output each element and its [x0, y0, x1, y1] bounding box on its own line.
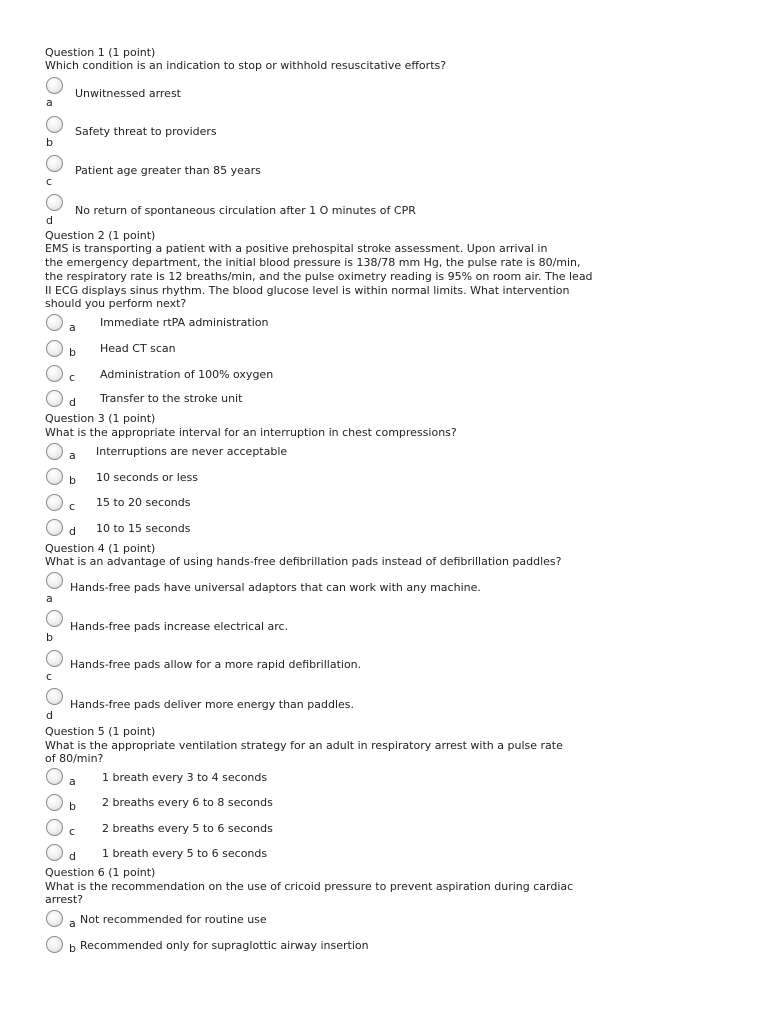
question-6-header: Question 6 (1 point)	[45, 866, 156, 879]
question-2-option-d-text[interactable]: Transfer to the stroke unit	[100, 392, 243, 405]
question-4-option-b-letter: b	[46, 631, 53, 644]
question-1-option-c-text[interactable]: Patient age greater than 85 years	[75, 164, 261, 177]
question-5-option-a-radio[interactable]	[46, 768, 63, 785]
question-1-option-d-letter: d	[46, 214, 53, 227]
question-5-option-b-radio[interactable]	[46, 794, 63, 811]
question-3-option-c-radio[interactable]	[46, 494, 63, 511]
question-3-option-a-text[interactable]: Interruptions are never acceptable	[96, 445, 288, 458]
question-6-option-b-letter: b	[69, 942, 76, 955]
question-2-header: Question 2 (1 point)	[45, 229, 156, 242]
question-6-option-b-radio[interactable]	[46, 936, 63, 953]
question-1-option-a-text[interactable]: Unwitnessed arrest	[75, 87, 181, 100]
question-2-prompt-line-5: should you perform next?	[45, 297, 187, 310]
question-4-option-c-text[interactable]: Hands-free pads allow for a more rapid defibrillation.	[70, 658, 362, 671]
question-1-option-c-radio[interactable]	[46, 155, 63, 172]
question-4-header: Question 4 (1 point)	[45, 542, 156, 555]
question-1-option-a-radio[interactable]	[46, 77, 63, 94]
question-2-option-b-letter: b	[69, 346, 76, 359]
question-3-option-c-letter: c	[69, 500, 76, 513]
question-2-prompt-line-2: the emergency department, the initial blood pressure is 138/78 mm Hg, the pulse rate is 80/min,	[45, 256, 581, 269]
question-1-option-a-letter: a	[46, 96, 53, 109]
question-3-option-a-letter: a	[69, 449, 76, 462]
question-2-option-a-letter: a	[69, 321, 76, 334]
question-2-option-d-letter: d	[69, 396, 76, 409]
question-2-prompt-line-1: EMS is transporting a patient with a positive prehospital stroke assessment. Upon arrival in	[45, 242, 548, 255]
question-5-option-c-text[interactable]: 2 breaths every 5 to 6 seconds	[102, 822, 273, 835]
question-5-option-c-radio[interactable]	[46, 819, 63, 836]
question-3-option-d-text[interactable]: 10 to 15 seconds	[96, 522, 191, 535]
question-2-prompt-line-4: II ECG displays sinus rhythm. The blood glucose level is within normal limits. What intervention	[45, 284, 570, 297]
question-4-option-c-radio[interactable]	[46, 650, 63, 667]
question-4-option-d-text[interactable]: Hands-free pads deliver more energy than paddles.	[70, 698, 354, 711]
question-4-option-a-letter: a	[46, 592, 53, 605]
question-5-header: Question 5 (1 point)	[45, 725, 156, 738]
question-4-option-b-text[interactable]: Hands-free pads increase electrical arc.	[70, 620, 289, 633]
question-5-prompt-line-1: What is the appropriate ventilation strategy for an adult in respiratory arrest with a pulse rate	[45, 739, 563, 752]
question-4-prompt: What is an advantage of using hands-free defibrillation pads instead of defibrillation paddles?	[45, 555, 562, 568]
question-2-option-c-radio[interactable]	[46, 365, 63, 382]
question-4-option-a-text[interactable]: Hands-free pads have universal adaptors that can work with any machine.	[70, 581, 481, 594]
question-4-option-d-letter: d	[46, 709, 53, 722]
question-2-option-b-text[interactable]: Head CT scan	[100, 342, 176, 355]
question-6-prompt-line-2: arrest?	[45, 893, 84, 906]
question-2-prompt-line-3: the respiratory rate is 12 breaths/min, and the pulse oximetry reading is 95% on room air. The lead	[45, 270, 593, 283]
question-2-option-b-radio[interactable]	[46, 340, 63, 357]
question-6-option-b-text[interactable]: Recommended only for supraglottic airway insertion	[80, 939, 369, 952]
question-3-option-b-radio[interactable]	[46, 468, 63, 485]
question-6-option-a-letter: a	[69, 917, 76, 930]
question-1-option-b-letter: b	[46, 136, 53, 149]
question-1-option-b-radio[interactable]	[46, 116, 63, 133]
question-3-option-c-text[interactable]: 15 to 20 seconds	[96, 496, 191, 509]
question-2-option-d-radio[interactable]	[46, 390, 63, 407]
question-5-option-a-letter: a	[69, 775, 76, 788]
question-5-option-d-text[interactable]: 1 breath every 5 to 6 seconds	[102, 847, 268, 860]
question-2-option-a-text[interactable]: Immediate rtPA administration	[100, 316, 269, 329]
question-5-option-a-text[interactable]: 1 breath every 3 to 4 seconds	[102, 771, 268, 784]
question-3-option-d-radio[interactable]	[46, 519, 63, 536]
question-5-option-d-letter: d	[69, 850, 76, 863]
question-3-option-a-radio[interactable]	[46, 443, 63, 460]
question-5-option-c-letter: c	[69, 825, 76, 838]
question-1-prompt: Which condition is an indication to stop or withhold resuscitative efforts?	[45, 59, 447, 72]
question-3-option-b-letter: b	[69, 474, 76, 487]
question-4-option-c-letter: c	[46, 670, 53, 683]
question-4-option-b-radio[interactable]	[46, 610, 63, 627]
question-2-option-a-radio[interactable]	[46, 314, 63, 331]
question-4-option-a-radio[interactable]	[46, 572, 63, 589]
question-4-option-d-radio[interactable]	[46, 688, 63, 705]
question-1-option-c-letter: c	[46, 175, 53, 188]
question-5-option-b-text[interactable]: 2 breaths every 6 to 8 seconds	[102, 796, 273, 809]
question-5-option-d-radio[interactable]	[46, 844, 63, 861]
question-3-option-d-letter: d	[69, 525, 76, 538]
question-6-prompt-line-1: What is the recommendation on the use of cricoid pressure to prevent aspiration during cardiac	[45, 880, 574, 893]
question-2-option-c-text[interactable]: Administration of 100% oxygen	[100, 368, 274, 381]
question-1-header: Question 1 (1 point)	[45, 46, 156, 59]
question-1-option-d-text[interactable]: No return of spontaneous circulation after 1 O minutes of CPR	[75, 204, 416, 217]
question-5-prompt-line-2: of 80/min?	[45, 752, 104, 765]
question-3-header: Question 3 (1 point)	[45, 412, 156, 425]
question-5-option-b-letter: b	[69, 800, 76, 813]
question-2-option-c-letter: c	[69, 371, 76, 384]
question-1-option-d-radio[interactable]	[46, 194, 63, 211]
question-3-option-b-text[interactable]: 10 seconds or less	[96, 471, 198, 484]
question-6-option-a-radio[interactable]	[46, 910, 63, 927]
question-6-option-a-text[interactable]: Not recommended for routine use	[80, 913, 267, 926]
question-3-prompt: What is the appropriate interval for an interruption in chest compressions?	[45, 426, 457, 439]
question-1-option-b-text[interactable]: Safety threat to providers	[75, 125, 217, 138]
